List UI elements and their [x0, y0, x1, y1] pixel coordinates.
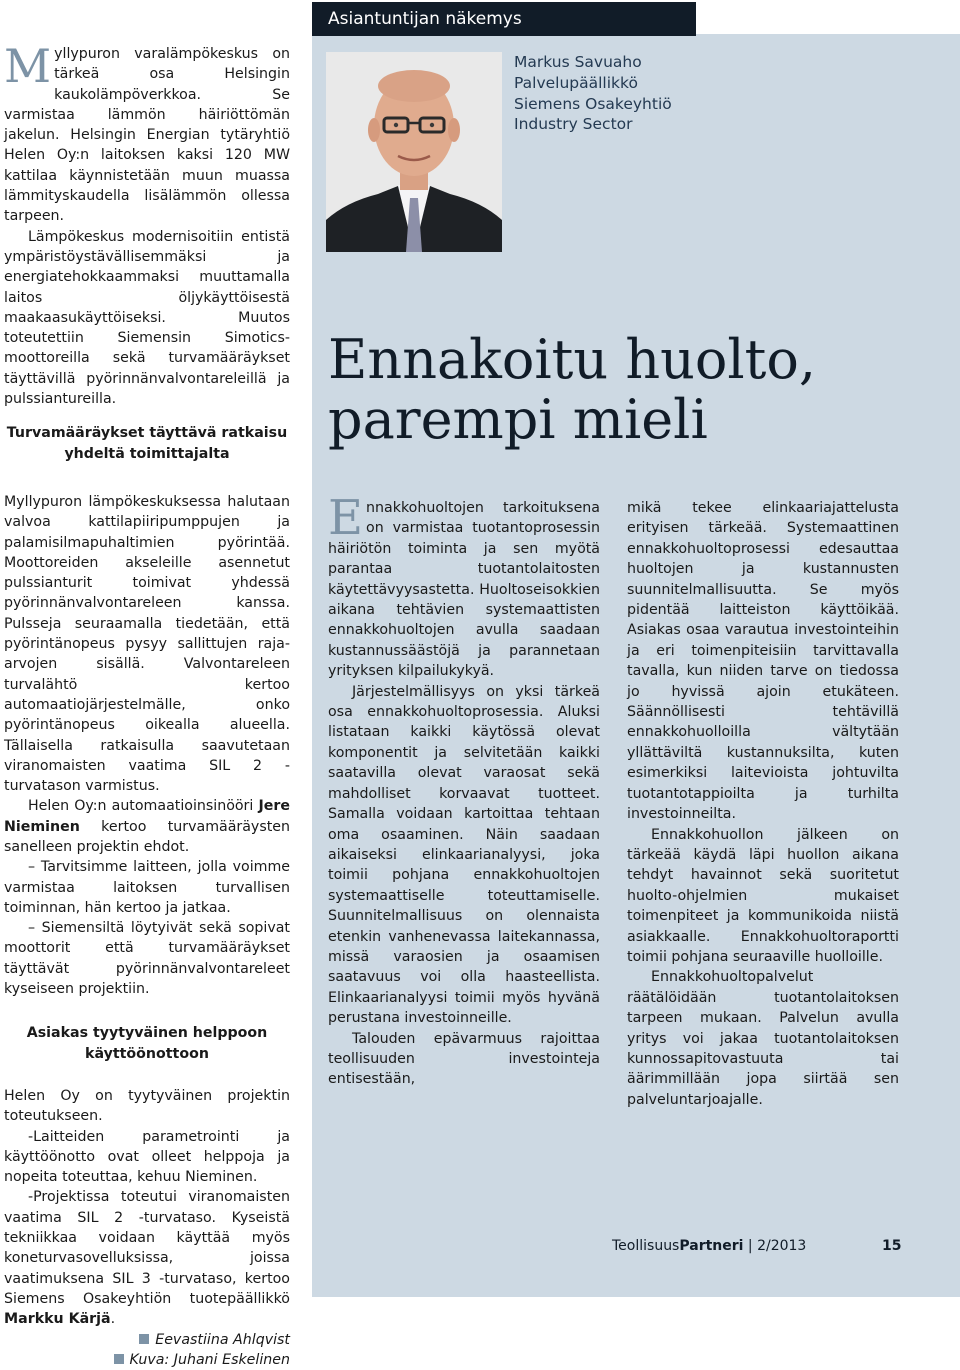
body-paragraph: -Laitteiden parametrointi ja käyttöönotto ovat olleet helppoja ja nopeita toteuttaa, kehuu Nieminen. [4, 1128, 290, 1186]
body-text: . [110, 1311, 116, 1328]
section-heading: Turvamääräykset täyttävä ratkaisu yhdeltä toimittajalta [6, 425, 288, 462]
body-text: -Projektissa toteutui viranomaisten vaatima SIL 2 -turvataso. Kyseistä tekniikkaa voidaan käyttää myös koneturvasovelluksissa, joissa vaatimuksena SIL 3 -turvataso, kertoo Siemens Osakeyhtiön tuotepäällikkö [4, 1189, 290, 1307]
headline-line: parempi mieli [328, 388, 708, 451]
body-paragraph [4, 1187, 290, 1329]
body-paragraph: Helen Oy on tyytyväinen projektin toteutukseen. [4, 1087, 290, 1125]
body-paragraph: Ennakkohuoltopalvelut räätälöidään tuotantolaitoksen tarpeen mukaan. Palvelun avulla yritys voi jakaa tuotantolaitoksen kunnossapitovastuuta tai äärimmillään jopa siirtää sen palveluntarjoajalle. [627, 969, 899, 1108]
photographer-name: Kuva: Juhani Eskelinen [129, 1351, 290, 1368]
body-paragraph: Myllypuron lämpökeskuksessa halutaan valvoa kattilapiiripumppujen ja palamisilmapuhaltimien pyörintää. Moottoreiden akseleille asennetut pulssianturit toimivat yhdessä pyörinnänvalvontareleen kanssa. Pulsseja seuraamalla tiedetään, että pyörintänopeus pysyy sallittujen raja-arvojen sisällä. Valvontareleen turvalähtö kertoo automaatiojärjestelmälle, onko pyörintänopeus oikealla alueella. Tällaisella ratkaisulla saavutetaan viranomaisten vaatima SIL 2 -turvatason varmistus. [4, 493, 290, 795]
intro-text: nnakkohuoltojen tarkoituksena on varmistaa tuotantoprosessin häiriötön toiminta ja sen myötä parantaa tuotantolaitosten käytettävyysastetta. Huoltoseisokkien aikana tehtävien systemaattisten ennakkohuoltojen avulla saadaan kustannussäästöjä ja parannetaan yrityksen kilpailukykyä. [328, 500, 600, 680]
body-text: Helen Oy:n automaatioinsinööri [28, 798, 259, 815]
issue-label: | 2/2013 [743, 1238, 807, 1254]
body-paragraph: mikä tekee elinkaariajattelusta erityisen tärkeää. Systemaattinen ennakkohuoltoprosessi edesauttaa huoltojen ja kustannusten suunnitelmallisuutta. Se myös pidentää laitteiston käyttöikää. Asiakas osaa varautua investointeihin ja eri toimenpiteisiin tarvittavalla tavalla, kun niiden tarve on tiedossa jo hyvissä ajoin etukäteen. Säännöllisesti tehtävillä ennakkohuolloilla vältytään yllättäviltä kustannuksilta, kuten esimerkiksi laitevioista johtuvilta tuotantotappioilta ja turhilta investoinneilta. [627, 500, 899, 823]
body-text: kertoo turvamääräysten sanelleen projektin ehdot. [4, 818, 290, 855]
quote-paragraph: – Siemensiltä löytyivät sekä sopivat moottorit että turvamääräykset täyttävät pyörinnänvalvontareleet kyseiseen projektiin. [4, 920, 290, 998]
left-article-column [4, 39, 290, 1370]
intro-paragraph [328, 490, 600, 682]
expert-title: Palvelupäällikkö [514, 73, 638, 92]
intro-text: yllypuron varalämpökeskus on tärkeä osa Helsingin kaukolämpöverkkoa. Se varmistaa lämmön häiriöttömän jakelun. Helsingin Energian tytäryhtiö Helen Oy:n laitoksen kaksi 120 MW kattilaa käynnistetään muun muassa lämmityskaudella lisälämmön ollessa tarpeen. [4, 46, 290, 225]
expert-column-2 [627, 498, 899, 1110]
quote-paragraph: – Tarvitsimme laitteen, jolla voimme varmistaa laitoksen turvallisen toiminnan, hän kertoo ja jatkaa. [4, 859, 290, 916]
square-bullet-icon [114, 1354, 124, 1364]
section-tab: Asiantuntijan näkemys [312, 2, 696, 36]
portrait-photo [326, 52, 502, 252]
expert-name: Markus Savuaho [514, 53, 642, 71]
brand-name-part: Teollisuus [612, 1238, 680, 1254]
person-name: Markku Kärjä [4, 1311, 111, 1328]
magazine-footer [612, 1238, 806, 1254]
drop-cap: E [328, 490, 364, 546]
body-paragraph: Ennakkohuollon jälkeen on tärkeää käydä läpi huollon aikana tehdyt havainnot sekä suoritetut huolto-ohjelmien mukaiset toimenpiteet ja kommunikoida niistä asiakkaalle. Ennakkohuoltoraportti toimii pohjana seuraaville huolloille. [627, 826, 899, 965]
body-paragraph: Järjestelmällisyys on yksi tärkeä osa ennakkohuoltoprosessia. Aluksi listataan kaikki käytössä olevat komponentit ja selvitetään kaikki saatavilla olevat varaosat sekä mahdolliset korvaavat tuotteet. Samalla voidaan kartoittaa tehtaan oma osaaminen. Näin saadaan aikaiseksi elinkaarianalyysi, joka toimii pohjana ennakkohuoltojen systemaattiselle toteuttamiselle. Suunnitelmallisuus on olennaista etenkin vanhenevassa laitekannassa, missä varaosien ja osaamisen saatavuus voi olla haasteellista. Elinkaarianalyysi toimii myös hyvänä perustana investoinneille. [328, 683, 600, 1027]
page-number: 15 [882, 1238, 902, 1254]
person-portrait-icon [326, 52, 502, 252]
expert-division: Industry Sector [514, 115, 633, 134]
person-name: Jere Nieminen [4, 798, 290, 835]
article-headline [328, 330, 948, 450]
brand-name-bold: Partneri [679, 1238, 744, 1254]
body-paragraph: Talouden epävarmuus rajoittaa teollisuuden investointeja entisestään, [328, 1030, 600, 1088]
square-bullet-icon [139, 1334, 149, 1344]
author-credit [4, 1330, 290, 1350]
body-paragraph [4, 796, 290, 857]
photo-credit [4, 1350, 290, 1370]
headline-line: Ennakoitu huolto, [328, 328, 817, 391]
section-heading: Asiakas tyytyväinen helppoon käyttöönottoon [26, 1025, 268, 1062]
drop-cap: M [4, 39, 52, 93]
body-paragraph: Lämpökeskus modernisoitiin entistä ympäristöystävällisemmäksi ja energiatehokkaammaksi muuttamalla laitos öljykäyttöisestä maakaasukäyttöiseksi. Muutos toteutettiin Siemensin Simotics-moottoreilla sekä turvamääräykset täyttävillä pyörinnänvalvontareleillä ja pulssiantureilla. [4, 228, 290, 408]
intro-paragraph [4, 39, 290, 227]
expert-company: Siemens Osakeyhtiö [514, 94, 672, 113]
expert-info [514, 52, 814, 135]
expert-column-1 [328, 490, 600, 1090]
author-name: Eevastiina Ahlqvist [155, 1331, 290, 1348]
